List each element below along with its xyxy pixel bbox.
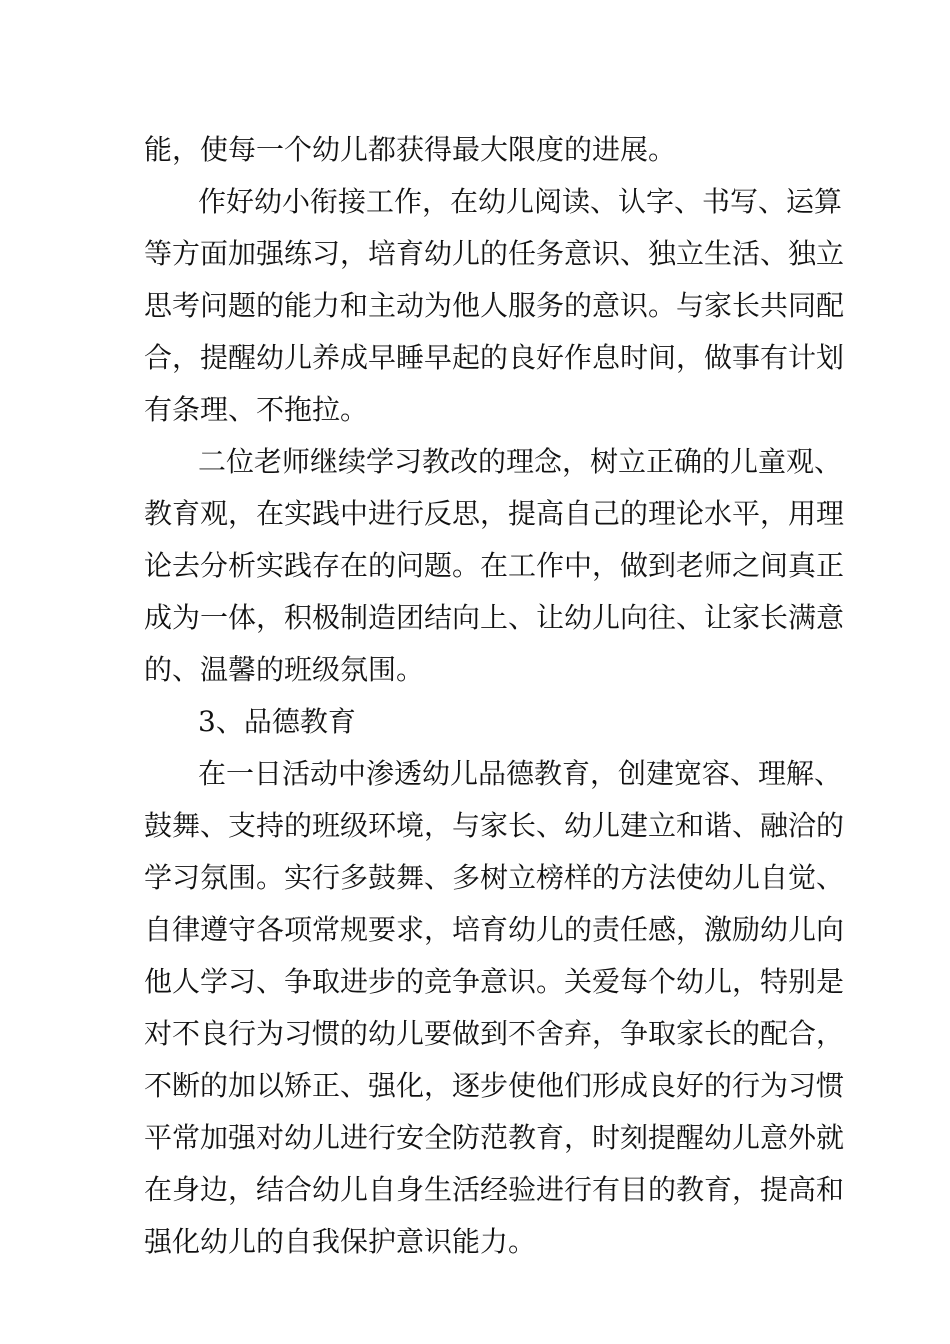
text-line: 有条理、不拖拉。 (144, 393, 369, 426)
text-line: 强化幼儿的自我保护意识能力。 (144, 1225, 537, 1258)
text-line: 等方面加强练习，培育幼儿的任务意识、独立生活、独立 (144, 237, 845, 270)
text-line: 对不良行为习惯的幼儿要做到不舍弃，争取家长的配合， (144, 1017, 845, 1050)
text-line: 的、温馨的班级氛围。 (144, 653, 425, 686)
text-line: 在身边，结合幼儿自身生活经验进行有目的教育，提高和 (144, 1173, 845, 1206)
text-line: 他人学习、争取进步的竞争意识。关爱每个幼儿，特别是 (144, 965, 845, 998)
section-heading: 3、品德教育 (198, 705, 356, 738)
text-line: 不断的加以矫正、强化，逐步使他们形成良好的行为习惯 (144, 1069, 845, 1102)
text-line: 成为一体，积极制造团结向上、让幼儿向往、让家长满意 (144, 601, 845, 634)
text-line: 自律遵守各项常规要求，培育幼儿的责任感，激励幼儿向 (144, 913, 845, 946)
text-line: 思考问题的能力和主动为他人服务的意识。与家长共同配 (144, 289, 845, 322)
text-line: 能，使每一个幼儿都获得最大限度的进展。 (144, 133, 677, 166)
text-line: 论去分析实践存在的问题。在工作中，做到老师之间真正 (144, 549, 845, 582)
text-line: 合，提醒幼儿养成早睡早起的良好作息时间，做事有计划 (144, 341, 845, 374)
text-line: 鼓舞、支持的班级环境，与家长、幼儿建立和谐、融洽的 (144, 809, 845, 842)
paragraph-first-line: 作好幼小衔接工作，在幼儿阅读、认字、书写、运算 (198, 185, 843, 218)
text-line: 平常加强对幼儿进行安全防范教育，时刻提醒幼儿意外就 (144, 1121, 845, 1154)
paragraph-first-line: 在一日活动中渗透幼儿品德教育，创建宽容、理解、 (198, 757, 843, 790)
text-line: 学习氛围。实行多鼓舞、多树立榜样的方法使幼儿自觉、 (144, 861, 845, 894)
text-line: 教育观，在实践中进行反思，提高自己的理论水平，用理 (144, 497, 845, 530)
paragraph-first-line: 二位老师继续学习教改的理念，树立正确的儿童观、 (198, 445, 843, 478)
